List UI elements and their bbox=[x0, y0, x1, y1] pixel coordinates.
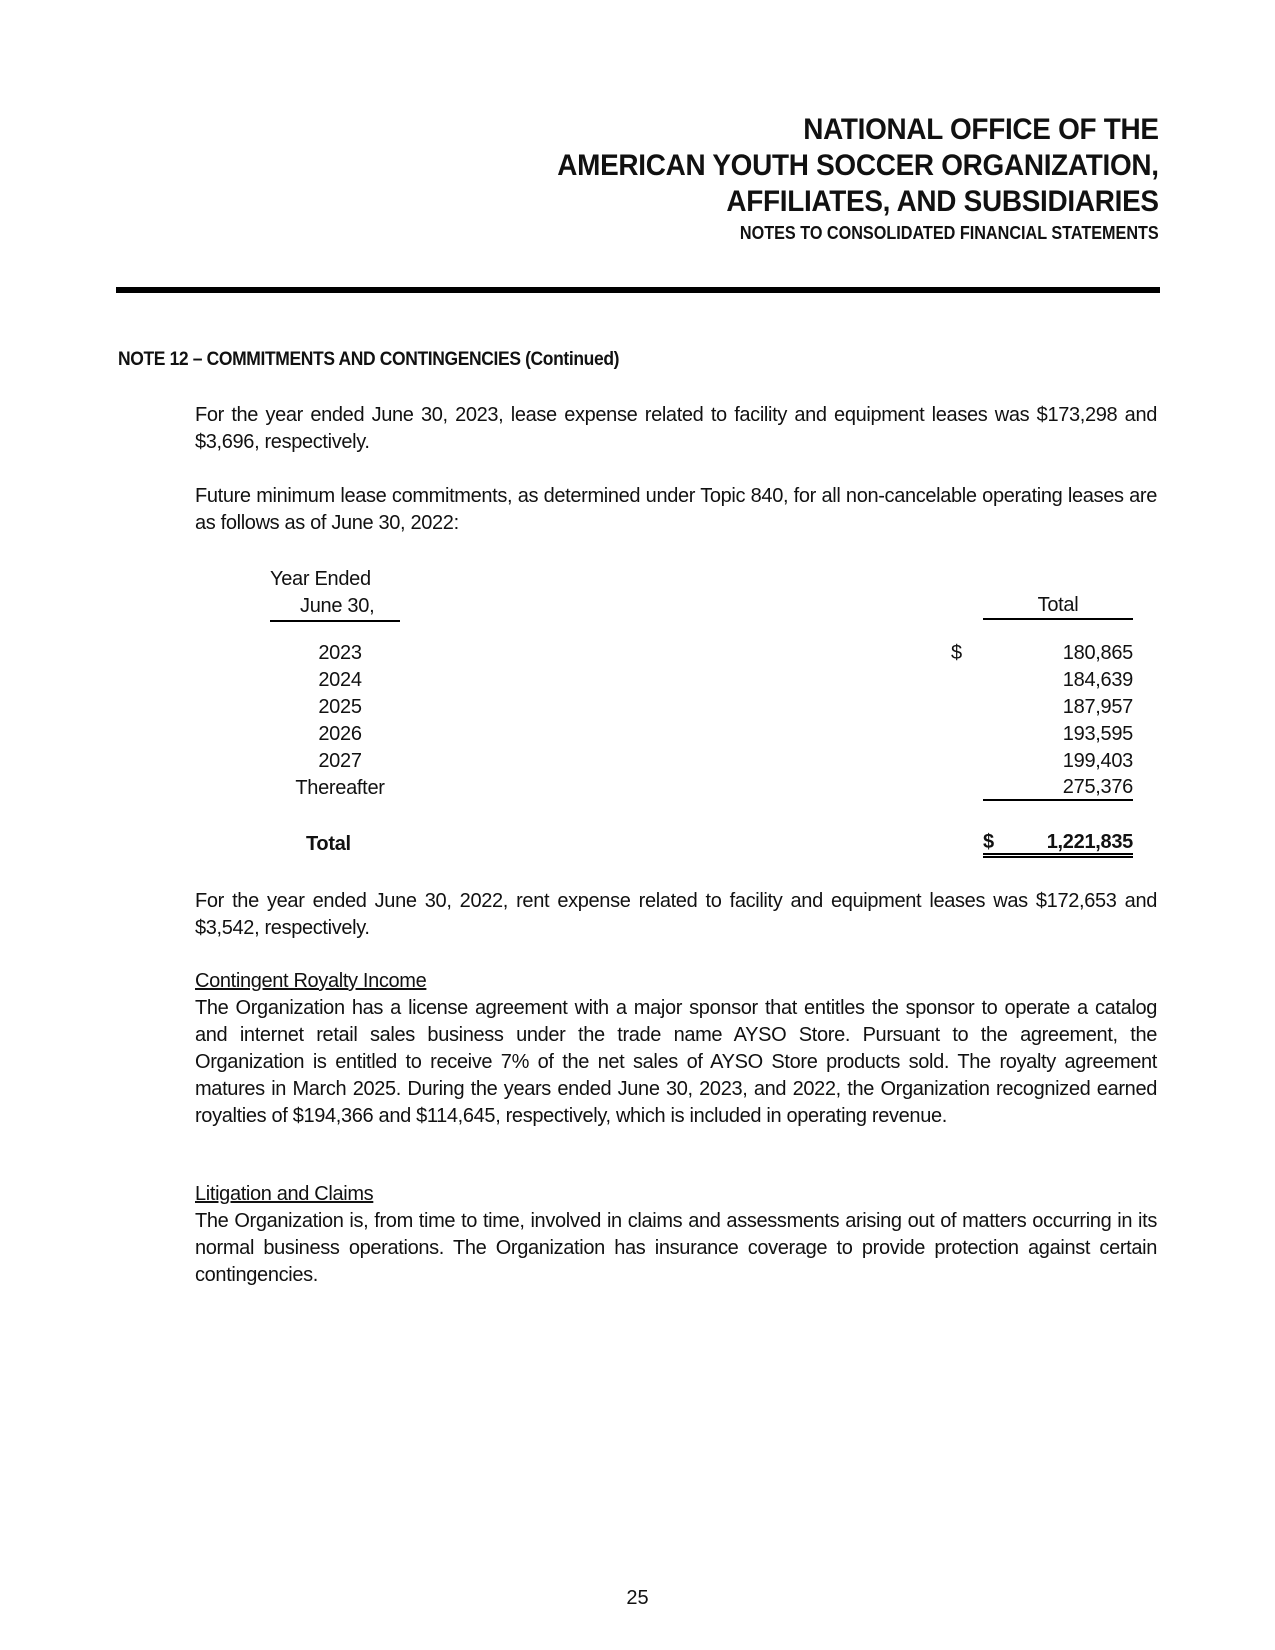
table-row bbox=[260, 721, 1140, 748]
total-amount: 1,221,835 bbox=[1046, 831, 1133, 853]
page-number: 25 bbox=[626, 1587, 649, 1609]
header-divider bbox=[116, 287, 1160, 293]
note-title: NOTE 12 – COMMITMENTS AND CONTINGENCIES (Continued) bbox=[118, 349, 620, 370]
lease-expense-2023-paragraph: For the year ended June 30, 2023, lease expense related to facility and equipment leases was $173,298 and $3,696, respectively. bbox=[195, 404, 1157, 453]
total-label: Total bbox=[306, 833, 351, 855]
total-amount-cell bbox=[983, 831, 1133, 858]
total-column-header: Total bbox=[983, 593, 1133, 620]
org-name-line-3: AFFILIATES, AND SUBSIDIARIES bbox=[726, 185, 1159, 218]
row-amount: 193,595 bbox=[1062, 723, 1133, 745]
row-amount: 275,376 bbox=[983, 775, 1133, 801]
row-year: 2026 bbox=[318, 723, 362, 745]
row-year: 2027 bbox=[318, 750, 362, 772]
litigation-body: The Organization is, from time to time, involved in claims and assessments arising out of matters occurring in its normal business operations. The Organization has insurance coverage to provide protection against certain contingencies. bbox=[195, 1210, 1157, 1286]
row-amount: 184,639 bbox=[1062, 669, 1133, 691]
org-name-line-2: AMERICAN YOUTH SOCCER ORGANIZATION, bbox=[557, 149, 1159, 182]
table-row bbox=[260, 694, 1140, 721]
row-amount: 199,403 bbox=[1062, 750, 1133, 772]
future-commitments-intro-paragraph: Future minimum lease commitments, as determined under Topic 840, for all non-cancelable operating leases are as follows as of June 30, 2022: bbox=[195, 485, 1157, 534]
year-header-line-2: June 30, bbox=[270, 593, 400, 622]
year-header-line-1: Year Ended bbox=[270, 568, 371, 590]
document-subtitle: NOTES TO CONSOLIDATED FINANCIAL STATEMENTS bbox=[740, 223, 1159, 243]
org-name-line-1: NATIONAL OFFICE OF THE bbox=[803, 113, 1159, 146]
row-amount: 180,865 bbox=[1062, 642, 1133, 664]
royalty-income-body: The Organization has a license agreement with a major sponsor that entitles the sponsor to operate a catalog and internet retail sales business under the trade name AYSO Store. Pursuant to the agreement, the Organization is entitled to receive 7% of the net sales of AYSO Store products sold. The royalty agreement matures in March 2025. During the years ended June 30, 2023, and 2022, the Organization recognized earned royalties of $194,366 and $114,645, respectively, which is included in operating revenue. bbox=[195, 997, 1157, 1127]
table-row bbox=[260, 640, 1140, 667]
currency-symbol: $ bbox=[951, 642, 962, 664]
row-year: Thereafter bbox=[295, 777, 385, 799]
table-total-row bbox=[260, 831, 1140, 861]
rent-expense-2022-paragraph: For the year ended June 30, 2022, rent expense related to facility and equipment leases was $172,653 and $3,542, respectively. bbox=[195, 890, 1157, 939]
total-currency-symbol: $ bbox=[983, 831, 994, 853]
row-year: 2023 bbox=[318, 642, 362, 664]
table-row bbox=[260, 748, 1140, 775]
table-row bbox=[260, 667, 1140, 694]
litigation-heading: Litigation and Claims bbox=[195, 1183, 374, 1205]
document-header bbox=[512, 112, 1159, 246]
royalty-income-heading: Contingent Royalty Income bbox=[195, 970, 427, 992]
litigation-section bbox=[195, 1181, 1157, 1289]
row-year: 2025 bbox=[318, 696, 362, 718]
royalty-income-section bbox=[195, 968, 1157, 1130]
year-column-header bbox=[270, 566, 400, 622]
row-amount: 187,957 bbox=[1062, 696, 1133, 718]
table-row bbox=[260, 775, 1140, 802]
row-year: 2024 bbox=[318, 669, 362, 691]
